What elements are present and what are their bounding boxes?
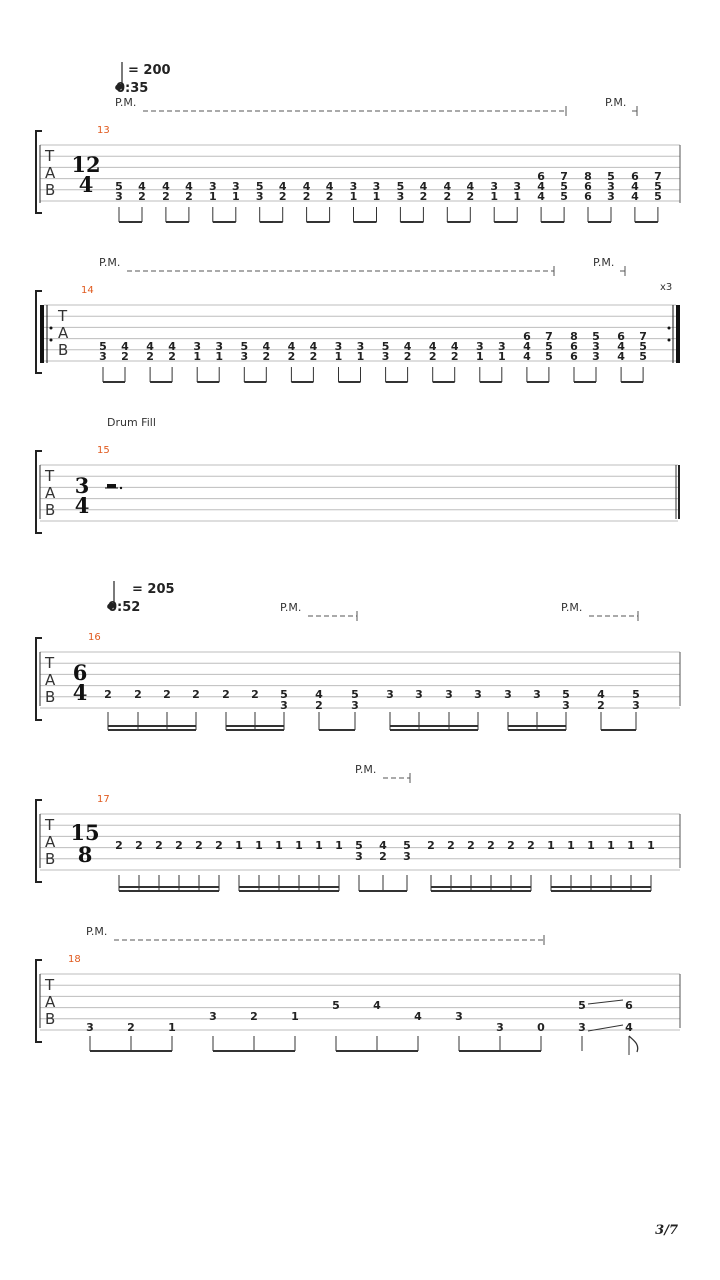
fret-number: 2 bbox=[403, 350, 412, 363]
fret-number: 5 bbox=[654, 180, 662, 193]
fret-number: 4 bbox=[309, 340, 318, 353]
system-6 bbox=[36, 954, 680, 1055]
fret-number: 4 bbox=[450, 340, 459, 353]
fret-number: 4 bbox=[168, 340, 176, 353]
fret-number: 2 bbox=[163, 688, 171, 701]
fret-number: 1 bbox=[275, 839, 283, 852]
svg-text:A: A bbox=[45, 993, 56, 1011]
svg-text:4: 4 bbox=[72, 680, 88, 705]
fret-number: 2 bbox=[104, 688, 112, 701]
fret-number: 2 bbox=[467, 839, 475, 852]
measure-number: 17 bbox=[97, 794, 110, 805]
system-4 bbox=[36, 632, 680, 730]
fret-number: 1 bbox=[295, 839, 303, 852]
palm-mute-row-1 bbox=[115, 96, 637, 116]
fret-number: 4 bbox=[617, 340, 625, 353]
fret-number: 3 bbox=[592, 340, 600, 353]
fret-number: 5 bbox=[632, 688, 640, 701]
fret-number: 3 bbox=[475, 340, 484, 353]
svg-text:B: B bbox=[45, 1010, 56, 1028]
fret-number: 3 bbox=[280, 699, 288, 712]
repeat-end bbox=[668, 305, 681, 363]
fret-number: 3 bbox=[592, 350, 600, 363]
pm-label: P.M. bbox=[115, 96, 137, 109]
pm-label: P.M. bbox=[280, 601, 302, 614]
fret-number: 7 bbox=[560, 170, 568, 183]
fret-number: 3 bbox=[99, 350, 107, 363]
fret-number: 5 bbox=[607, 170, 615, 183]
svg-text:A: A bbox=[58, 324, 69, 342]
measure-number: 14 bbox=[81, 285, 94, 296]
fret-number: 6 bbox=[570, 340, 578, 353]
fret-number: 4 bbox=[428, 340, 437, 353]
tempo-bpm: = 205 bbox=[132, 582, 175, 597]
fret-number: 2 bbox=[192, 688, 200, 701]
fret-number: 8 bbox=[584, 170, 592, 183]
fret-number: 2 bbox=[427, 839, 435, 852]
fret-number: 3 bbox=[396, 190, 405, 203]
fret-number: 1 bbox=[215, 350, 224, 363]
fret-number: 5 bbox=[280, 688, 288, 701]
fret-number: 3 bbox=[474, 688, 482, 701]
tab-clef bbox=[44, 976, 56, 1028]
fret-number: 3 bbox=[496, 1021, 504, 1034]
fret-number: 2 bbox=[168, 350, 176, 363]
fret-number: 3 bbox=[504, 688, 512, 701]
fret-number: 5 bbox=[99, 340, 107, 353]
fret-number: 1 bbox=[607, 839, 615, 852]
notes bbox=[104, 688, 640, 730]
fret-number: 5 bbox=[639, 340, 647, 353]
fret-number: 5 bbox=[381, 340, 390, 353]
palm-mute-row-2 bbox=[99, 256, 625, 276]
svg-text:12: 12 bbox=[71, 152, 101, 177]
half-rest-icon bbox=[105, 484, 122, 489]
fret-number: 2 bbox=[134, 688, 142, 701]
tab-staff bbox=[40, 465, 678, 521]
tab-clef bbox=[44, 147, 56, 199]
fret-number: 3 bbox=[415, 688, 423, 701]
fret-number: 6 bbox=[617, 330, 625, 343]
fret-number: 3 bbox=[255, 190, 264, 203]
fret-number: 5 bbox=[115, 180, 123, 193]
svg-text:A: A bbox=[45, 671, 56, 689]
fret-number: 4 bbox=[419, 180, 428, 193]
fret-number: 3 bbox=[497, 340, 506, 353]
fret-number: 4 bbox=[373, 999, 381, 1012]
svg-text:3: 3 bbox=[74, 473, 90, 498]
fret-number: 5 bbox=[560, 180, 568, 193]
svg-text:T: T bbox=[45, 976, 55, 994]
fret-number: 1 bbox=[231, 190, 240, 203]
fret-number: 1 bbox=[372, 190, 381, 203]
svg-text:A: A bbox=[45, 484, 56, 502]
fret-number: 3 bbox=[334, 340, 343, 353]
fret-number: 5 bbox=[351, 688, 359, 701]
time-signature bbox=[73, 660, 88, 705]
fret-number: 5 bbox=[560, 190, 568, 203]
fret-number: 3 bbox=[372, 180, 381, 193]
slide-line bbox=[588, 1000, 623, 1004]
fret-number: 4 bbox=[414, 1010, 422, 1023]
time-signature bbox=[70, 820, 99, 867]
fret-number: 2 bbox=[507, 839, 515, 852]
fret-number: 4 bbox=[138, 180, 146, 193]
fret-number: 1 bbox=[547, 839, 555, 852]
fret-number: 3 bbox=[562, 699, 570, 712]
measure-number: 13 bbox=[97, 125, 110, 136]
palm-mute-row-5 bbox=[355, 763, 410, 783]
fret-number: 2 bbox=[419, 190, 428, 203]
fret-number: 4 bbox=[121, 340, 129, 353]
fret-number: 5 bbox=[545, 350, 553, 363]
fret-number: 1 bbox=[168, 1021, 176, 1034]
fret-number: 2 bbox=[162, 190, 170, 203]
pm-label: P.M. bbox=[561, 601, 583, 614]
svg-text:B: B bbox=[45, 501, 56, 519]
fret-number: 2 bbox=[428, 350, 437, 363]
fret-number: 3 bbox=[208, 180, 217, 193]
tempo-time: 0:35 bbox=[116, 81, 149, 96]
fret-number: 3 bbox=[193, 340, 202, 353]
fret-number: 2 bbox=[185, 190, 193, 203]
fret-number: 4 bbox=[278, 180, 287, 193]
fret-number: 3 bbox=[632, 699, 640, 712]
fret-number: 1 bbox=[193, 350, 202, 363]
svg-text:B: B bbox=[45, 688, 56, 706]
system-3 bbox=[36, 445, 680, 533]
fret-number: 4 bbox=[631, 180, 639, 193]
fret-number: 6 bbox=[625, 999, 633, 1012]
fret-number: 6 bbox=[570, 350, 578, 363]
fret-number: 2 bbox=[215, 839, 223, 852]
tempo-bpm: = 200 bbox=[128, 63, 171, 78]
fret-number: 4 bbox=[537, 180, 545, 193]
fret-number: 2 bbox=[138, 190, 146, 203]
fret-number: 7 bbox=[654, 170, 662, 183]
palm-mute-row-6 bbox=[86, 925, 544, 945]
system-5 bbox=[36, 794, 680, 891]
fret-number: 2 bbox=[527, 839, 535, 852]
fret-number: 1 bbox=[497, 350, 506, 363]
fret-number: 4 bbox=[537, 190, 545, 203]
fret-number: 2 bbox=[115, 839, 123, 852]
fret-number: 3 bbox=[351, 699, 359, 712]
system-1 bbox=[36, 125, 680, 222]
fret-number: 2 bbox=[287, 350, 296, 363]
fret-number: 4 bbox=[631, 190, 639, 203]
fret-number: 2 bbox=[447, 839, 455, 852]
fret-number: 2 bbox=[251, 688, 259, 701]
fret-number: 3 bbox=[513, 180, 522, 193]
svg-text:4: 4 bbox=[78, 172, 94, 197]
fret-number: 4 bbox=[443, 180, 452, 193]
svg-text:8: 8 bbox=[77, 842, 93, 867]
svg-text:B: B bbox=[58, 341, 69, 359]
svg-text:B: B bbox=[45, 181, 56, 199]
svg-text:A: A bbox=[45, 164, 56, 182]
fret-number: 4 bbox=[617, 350, 625, 363]
fret-number: 6 bbox=[631, 170, 639, 183]
fret-number: 1 bbox=[291, 1010, 299, 1023]
tab-clef bbox=[44, 816, 56, 868]
svg-text:6: 6 bbox=[72, 660, 88, 685]
fret-number: 3 bbox=[86, 1021, 94, 1034]
palm-mute-row-4 bbox=[280, 601, 638, 621]
fret-number: 4 bbox=[185, 180, 193, 193]
fret-number: 5 bbox=[240, 340, 249, 353]
fret-number: 4 bbox=[403, 340, 412, 353]
fret-number: 3 bbox=[533, 688, 541, 701]
fret-number: 7 bbox=[545, 330, 553, 343]
svg-text:A: A bbox=[45, 833, 56, 851]
fret-number: 2 bbox=[121, 350, 129, 363]
fret-number: 3 bbox=[356, 340, 365, 353]
fret-number: 6 bbox=[584, 180, 592, 193]
fret-number: 3 bbox=[349, 180, 358, 193]
fret-number: 1 bbox=[315, 839, 323, 852]
fret-number: 3 bbox=[578, 1021, 586, 1034]
fret-number: 3 bbox=[607, 190, 615, 203]
svg-text:T: T bbox=[45, 147, 55, 165]
fret-number: 1 bbox=[647, 839, 655, 852]
fret-number: 2 bbox=[135, 839, 143, 852]
fret-number: 7 bbox=[639, 330, 647, 343]
fret-number: 5 bbox=[332, 999, 340, 1012]
fret-number: 1 bbox=[627, 839, 635, 852]
time-signature bbox=[75, 473, 90, 518]
fret-number: 1 bbox=[208, 190, 217, 203]
fret-number: 2 bbox=[222, 688, 230, 701]
fret-number: 2 bbox=[325, 190, 334, 203]
fret-number: 3 bbox=[607, 180, 615, 193]
tab-clef bbox=[44, 467, 56, 519]
fret-number: 4 bbox=[302, 180, 311, 193]
fret-number: 5 bbox=[396, 180, 405, 193]
note-flag-icon bbox=[629, 1036, 638, 1052]
fret-number: 1 bbox=[356, 350, 365, 363]
fret-number: 4 bbox=[315, 688, 323, 701]
fret-number: 3 bbox=[455, 1010, 463, 1023]
fret-number: 3 bbox=[231, 180, 240, 193]
fret-number: 6 bbox=[523, 330, 531, 343]
fret-number: 4 bbox=[597, 688, 605, 701]
svg-text:T: T bbox=[45, 816, 55, 834]
measure-number: 18 bbox=[68, 954, 81, 965]
repeat-start bbox=[40, 305, 53, 363]
measure-number: 16 bbox=[88, 632, 101, 643]
svg-text:B: B bbox=[45, 850, 56, 868]
fret-number: 2 bbox=[127, 1021, 135, 1034]
fret-number: 4 bbox=[325, 180, 334, 193]
fret-number: 2 bbox=[597, 699, 605, 712]
fret-number: 1 bbox=[255, 839, 263, 852]
fret-number: 6 bbox=[584, 190, 592, 203]
fret-number: 2 bbox=[450, 350, 459, 363]
fret-number: 3 bbox=[115, 190, 123, 203]
fret-number: 1 bbox=[475, 350, 484, 363]
fret-number: 3 bbox=[490, 180, 499, 193]
svg-text:15: 15 bbox=[70, 820, 100, 845]
fret-number: 1 bbox=[335, 839, 343, 852]
fret-number: 8 bbox=[570, 330, 578, 343]
fret-number: 5 bbox=[639, 350, 647, 363]
fret-number: 2 bbox=[309, 350, 318, 363]
pm-label: P.M. bbox=[99, 256, 121, 269]
fret-number: 2 bbox=[315, 699, 323, 712]
fret-number: 6 bbox=[537, 170, 545, 183]
notes bbox=[99, 330, 647, 382]
fret-number: 5 bbox=[592, 330, 600, 343]
svg-text:4: 4 bbox=[74, 493, 90, 518]
fret-number: 3 bbox=[445, 688, 453, 701]
fret-number: 1 bbox=[490, 190, 499, 203]
tab-clef bbox=[57, 307, 69, 359]
tempo-time: 0:52 bbox=[108, 600, 141, 615]
fret-number: 2 bbox=[250, 1010, 258, 1023]
fret-number: 5 bbox=[403, 839, 411, 852]
fret-number: 5 bbox=[578, 999, 586, 1012]
fret-number: 2 bbox=[278, 190, 287, 203]
fret-number: 4 bbox=[625, 1021, 633, 1034]
fret-number: 5 bbox=[255, 180, 264, 193]
fret-number: 4 bbox=[146, 340, 154, 353]
fret-number: 1 bbox=[349, 190, 358, 203]
repeat-count: x3 bbox=[660, 282, 673, 293]
fret-number: 1 bbox=[235, 839, 243, 852]
svg-text:T: T bbox=[45, 654, 55, 672]
pm-label: P.M. bbox=[86, 925, 108, 938]
fret-number: 2 bbox=[262, 350, 271, 363]
fret-number: 2 bbox=[155, 839, 163, 852]
fret-number: 4 bbox=[162, 180, 170, 193]
svg-text:T: T bbox=[58, 307, 68, 325]
measure-number: 15 bbox=[97, 445, 110, 456]
fret-number: 4 bbox=[287, 340, 296, 353]
fret-number: 5 bbox=[654, 190, 662, 203]
fret-number: 5 bbox=[545, 340, 553, 353]
notes bbox=[115, 170, 662, 222]
svg-text:T: T bbox=[45, 467, 55, 485]
tab-clef bbox=[44, 654, 56, 706]
system-2 bbox=[36, 285, 680, 382]
fret-number: 2 bbox=[175, 839, 183, 852]
fret-number: 2 bbox=[443, 190, 452, 203]
fret-number: 4 bbox=[379, 839, 387, 852]
pm-label: P.M. bbox=[605, 96, 627, 109]
fret-number: 1 bbox=[334, 350, 343, 363]
fret-number: 5 bbox=[355, 839, 363, 852]
fret-number: 4 bbox=[262, 340, 271, 353]
fret-number: 2 bbox=[146, 350, 154, 363]
fret-number: 5 bbox=[562, 688, 570, 701]
fret-number: 1 bbox=[587, 839, 595, 852]
pm-label: P.M. bbox=[355, 763, 377, 776]
fret-number: 4 bbox=[523, 340, 531, 353]
notes bbox=[115, 839, 655, 891]
pm-label: P.M. bbox=[593, 256, 615, 269]
fret-number: 2 bbox=[195, 839, 203, 852]
fret-number: 3 bbox=[381, 350, 390, 363]
fret-number: 2 bbox=[466, 190, 475, 203]
fret-number: 1 bbox=[513, 190, 522, 203]
fret-number: 4 bbox=[466, 180, 475, 193]
fret-number: 0 bbox=[537, 1021, 545, 1034]
fret-number: 3 bbox=[355, 850, 363, 863]
tempo-marking-1 bbox=[114, 62, 170, 96]
drum-fill-label: Drum Fill bbox=[107, 416, 156, 429]
fret-number: 2 bbox=[487, 839, 495, 852]
tempo-marking-2 bbox=[106, 581, 174, 615]
fret-number: 3 bbox=[403, 850, 411, 863]
fret-number: 3 bbox=[209, 1010, 217, 1023]
fret-number: 1 bbox=[567, 839, 575, 852]
fret-number: 3 bbox=[215, 340, 224, 353]
fret-number: 2 bbox=[379, 850, 387, 863]
fret-number: 3 bbox=[386, 688, 394, 701]
fret-number: 3 bbox=[240, 350, 249, 363]
fret-number: 4 bbox=[523, 350, 531, 363]
fret-number: 2 bbox=[302, 190, 311, 203]
page-number: 3/7 bbox=[655, 1223, 678, 1238]
